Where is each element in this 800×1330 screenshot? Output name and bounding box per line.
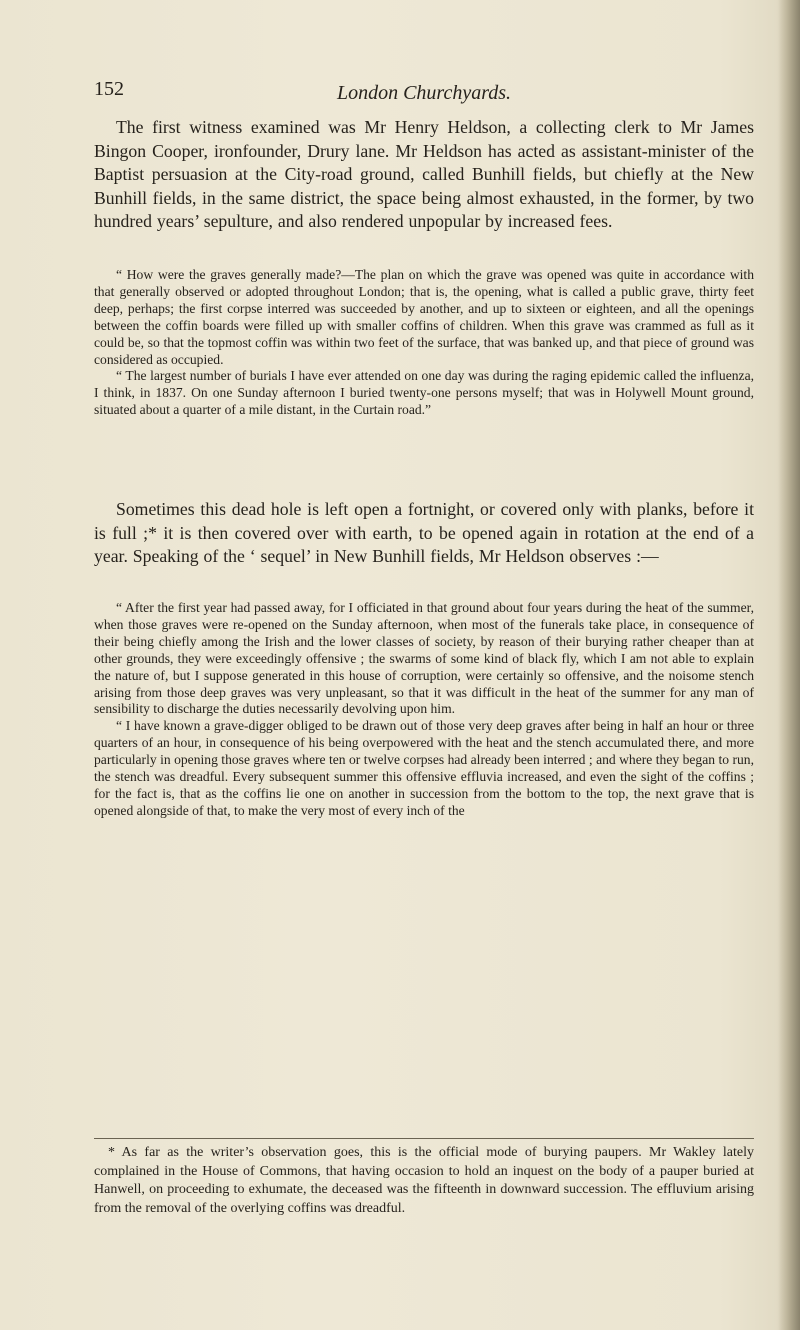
page-header [94,78,754,114]
paragraph-text: Sometimes this dead hole is left open a fortnight, or covered only with planks, before it is full ;* it is then covered over with earth, to be opened again in rotation at the end of a year. Speaking of the ‘ sequel’ in New Bunhill fields, Mr Heldson observes :— [94,499,754,567]
quote-text-grave-digger: “ I have known a grave-digger obliged to be drawn out of those very deep graves after being in half an hour or three quarters of an hour, in consequence of his being overpowered with the heat and the stench accumulated there, and more particularly in opening those graves where ten or twelve corpses had already been interred ; and where they began to run, the stench was dreadful. Every subsequent summer this offensive effluvia increased, and even the sight of the coffins ; for the fact is, that as the coffins lie one on another in succession from the bottom to the top, the next grave that is opened alongside of that, to make the very most of every inch of the [94,718,754,818]
quote-text-summer: “ After the first year had passed away, for I officiated in that ground about four years during the heat of the summer, when those graves were re-opened on the Sunday afternoon, when most of the funerals take place, in consequence of their being chiefly among the Irish and the lower classes of society, by reason of their burying rather cheaper than at other grounds, they were exceedingly offensive ; the swarms of some kind of black fly, which I am not able to explain the nature of, but I suppose generated in this house of corruption, were certainly so offensive, and the noisome stench arising from those deep graves was very unpleasant, so that it was difficult in the heat of the summer for any man of sensibility to discharge the duties necessarily devolving upon him. [94,600,754,717]
quote-text-graves: “ How were the graves generally made?—The plan on which the grave was opened was quite in accordance with that generally observed or adopted throughout London; that is, the opening, what is called a public grave, thirty feet deep, perhaps; the first corpse interred was succeeded by another, and up to sixteen or eighteen, and all the openings between the coffin boards were filled up with smaller coffins of children. When this grave was crammed as full as it could be, so that the topmost coffin was within two feet of the surface, that was banked up, and that piece of ground was considered as occupied. [94,267,754,367]
paragraph-witness-intro [94,116,754,234]
paragraph-dead-hole [94,498,754,569]
quote-sequel [94,600,754,820]
quote-grave-method [94,267,754,419]
quote-text-burials: “ The largest number of burials I have ever attended on one day was during the raging epidemic called the influenza, I think, in 1837. On one Sunday afternoon I buried twenty-one persons myself; that was in Holywell Mount ground, situated about a quarter of a mile distant, in the Curtain road.” [94,368,754,418]
running-title: London Churchyards. [336,82,512,104]
paragraph-text: The first witness examined was Mr Henry Heldson, a collecting clerk to Mr James Bingon Cooper, ironfounder, Drury lane. Mr Heldson has acted as assistant-minister of the Baptist persuasion at the City-road ground, called Bunhill fields, but chiefly at the New Bunhill fields, in the same district, the space being almost exhausted, in the former, by two hundred years’ sepulture, and also rendered unpopular by increased fees. [94,117,754,232]
page-number: 152 [94,78,124,100]
page-edge-shadow [778,0,800,1330]
footnote-rule [94,1138,754,1139]
footnote [94,1144,754,1218]
footnote-text: * As far as the writer’s observation goes, this is the official mode of burying paupers. Mr Wakley lately complained in the House of Commons, that having occasion to hold an inquest on the body of a pauper buried at Hanwell, on proceeding to exhumate, the deceased was the fifteenth in downward succession. The effluvium arising from the removal of the overlying coffins was dreadful. [94,1145,754,1216]
